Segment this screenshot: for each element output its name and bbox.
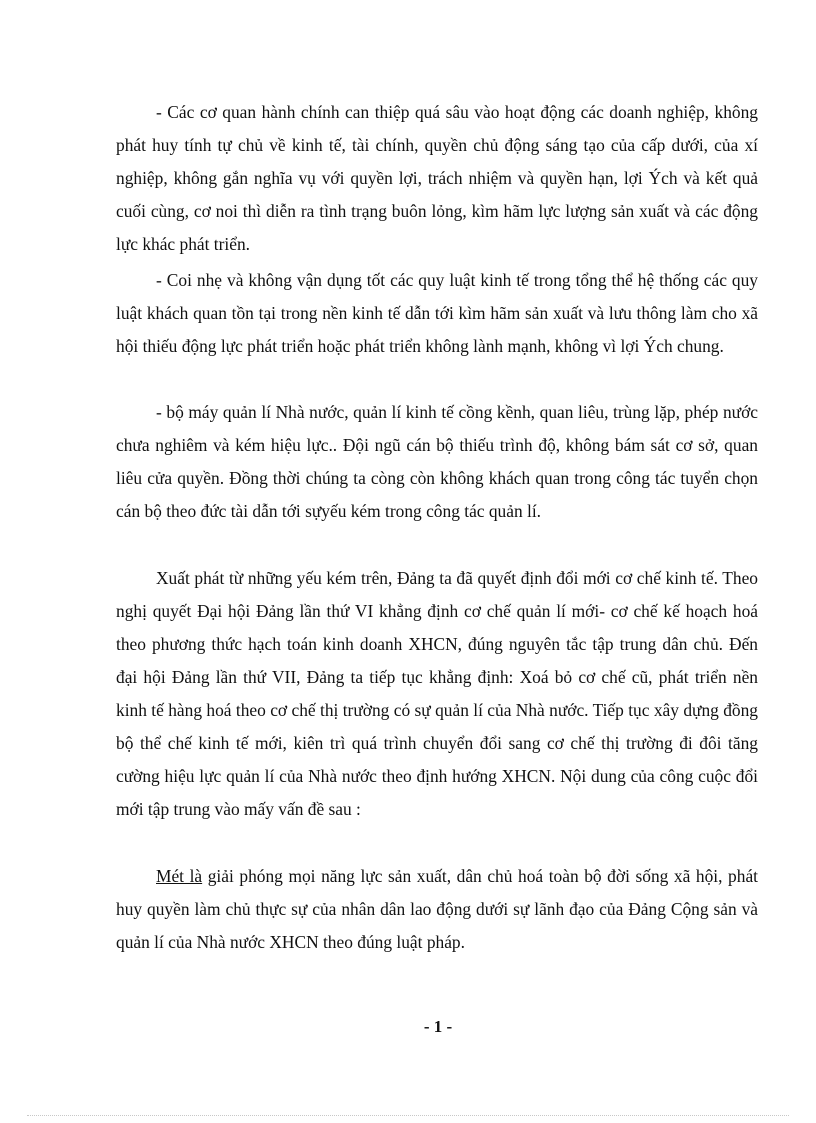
footer-divider bbox=[27, 1115, 789, 1116]
paragraph-administrative-intervention bbox=[116, 96, 758, 261]
paragraph-text: - bộ máy quản lí Nhà nước, quản lí kinh tế cồng kềnh, quan liêu, trùng lặp, phép nước chưa nghiêm và kém hiệu lực.. Đội ngũ cán bộ thiếu trình độ, không bám sát cơ sở, quan liêu cửa quyền. Đồng thời chúng ta còng còn không khách quan trong công tác tuyển chọn cán bộ theo đức tài dẫn tới sựyếu kém trong công tác quản lí. bbox=[116, 402, 758, 521]
paragraph-economic-laws bbox=[116, 264, 758, 363]
paragraph-first-point bbox=[116, 860, 758, 959]
paragraph-text: - Coi nhẹ và không vận dụng tốt các quy luật kinh tế trong tổng thể hệ thống các quy luật khách quan tồn tại trong nền kinh tế dẫn tới kìm hãm sản xuất và lưu thông làm cho xã hội thiếu động lực phát triển hoặc phát triển không lành mạnh, không vì lợi Ých chung. bbox=[116, 270, 758, 356]
paragraph-text: Xuất phát từ những yếu kém trên, Đảng ta đã quyết định đổi mới cơ chế kinh tế. Theo nghị quyết Đại hội Đảng lần thứ VI khẳng định cơ chế quản lí mới- cơ chế kế hoạch hoá theo phương thức hạch toán kinh doanh XHCN, đúng nguyên tắc tập trung dân chủ. Đến đại hội Đảng lần thứ VII, Đảng ta tiếp tục khẳng định: Xoá bỏ cơ chế cũ, phát triển nền kinh tế hàng hoá theo cơ chế thị trường có sự quản lí của Nhà nước. Tiếp tục xây dựng đồng bộ thể chế kinh tế mới, kiên trì quá trình chuyển đổi sang cơ chế thị trường đi đôi tăng cường hiệu lực quản lí của Nhà nước theo định hướng XHCN. Nội dung của công cuộc đổi mới tập trung vào mấy vấn đề sau : bbox=[116, 568, 758, 819]
paragraph-lead-underlined: Mét là bbox=[156, 866, 203, 886]
paragraph-state-apparatus bbox=[116, 396, 758, 528]
paragraph-text: - Các cơ quan hành chính can thiệp quá sâu vào hoạt động các doanh nghiệp, không phát huy tính tự chủ về kinh tế, tài chính, quyền chủ động sáng tạo của cấp dưới, của xí nghiệp, không gắn nghĩa vụ với quyền lợi, trách nhiệm và quyền hạn, lợi Ých và kết quả cuối cùng, cơ noi thì diễn ra tình trạng buôn lỏng, kìm hãm lực lượng sản xuất và các động lực khác phát triển. bbox=[116, 102, 758, 254]
paragraph-text: giải phóng mọi năng lực sản xuất, dân chủ hoá toàn bộ đời sống xã hội, phát huy quyền làm chủ thực sự của nhân dân lao động dưới sự lãnh đạo của Đảng Cộng sản và quản lí của Nhà nước XHCN theo đúng luật pháp. bbox=[116, 866, 758, 952]
page-number: - 1 - bbox=[423, 1017, 453, 1036]
paragraph-renovation-policy bbox=[116, 562, 758, 826]
